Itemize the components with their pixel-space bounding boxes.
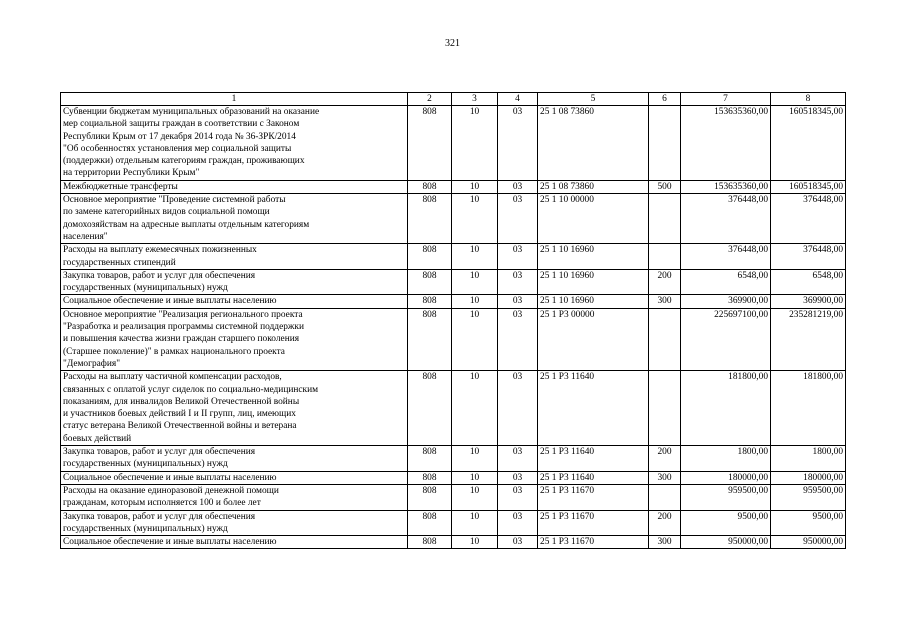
- column-header: 1: [61, 93, 408, 106]
- amount-year-1: 181800,00: [681, 371, 771, 446]
- code-expense-type: 300: [649, 536, 681, 549]
- amount-year-1: 153635360,00: [681, 180, 771, 193]
- table-row: [61, 510, 846, 536]
- code-subsection: 03: [498, 446, 538, 472]
- table-row: [61, 484, 846, 510]
- row-name: Основное мероприятие "Проведение системной работы по замене категорийных видов социальной помощи домохозяйствам на адресные выплаты отдельным категориям населения": [61, 194, 408, 244]
- code-expense-type: [649, 106, 681, 181]
- code-ministry: 808: [408, 446, 452, 472]
- row-name: Расходы на выплату частичной компенсации расходов, связанных с оплатой услуг сиделок по социально-медицинским показаниям, для инвалидов Великой Отечественной войны и участников боевых действий I и II групп, лиц, имеющих статус ветерана Великой Отечественной войны и ветерана боевых действий: [61, 371, 408, 446]
- code-expense-type: 500: [649, 180, 681, 193]
- code-ministry: 808: [408, 194, 452, 244]
- code-section: 10: [452, 180, 498, 193]
- code-subsection: 03: [498, 308, 538, 370]
- row-name: Закупка товаров, работ и услуг для обеспечения государственных (муниципальных) нужд: [61, 510, 408, 536]
- code-expense-type: [649, 244, 681, 270]
- code-expense-type: 200: [649, 269, 681, 295]
- code-expense-type: [649, 484, 681, 510]
- column-header: 6: [649, 93, 681, 106]
- amount-year-1: 950000,00: [681, 536, 771, 549]
- code-subsection: 03: [498, 371, 538, 446]
- code-target: 25 1 Р3 11640: [538, 371, 649, 446]
- table-row: [61, 446, 846, 472]
- amount-year-2: 959500,00: [771, 484, 846, 510]
- column-header: 2: [408, 93, 452, 106]
- page-number: 321: [445, 38, 460, 49]
- amount-year-2: 9500,00: [771, 510, 846, 536]
- code-target: 25 1 08 73860: [538, 106, 649, 181]
- code-target: 25 1 Р3 11670: [538, 484, 649, 510]
- amount-year-1: 369900,00: [681, 295, 771, 308]
- code-subsection: 03: [498, 510, 538, 536]
- amount-year-1: 1800,00: [681, 446, 771, 472]
- table-row: [61, 180, 846, 193]
- row-name: Расходы на выплату ежемесячных пожизненных государственных стипендий: [61, 244, 408, 270]
- code-target: 25 1 Р3 11640: [538, 446, 649, 472]
- code-subsection: 03: [498, 106, 538, 181]
- code-ministry: 808: [408, 180, 452, 193]
- code-section: 10: [452, 269, 498, 295]
- header-row: [61, 93, 846, 106]
- column-header: 7: [681, 93, 771, 106]
- code-section: 10: [452, 371, 498, 446]
- row-name: Субвенции бюджетам муниципальных образований на оказание мер социальной защиты граждан в соответствии с Законом Республики Крым от 17 декабря 2014 года № 36-ЗРК/2014 "Об особенностях установления мер социальной защиты (поддержки) отдельным категориям граждан, проживающих на территории Республики Крым": [61, 106, 408, 181]
- row-name: Основное мероприятие "Реализация регионального проекта "Разработка и реализация программы системной поддержки и повышения качества жизни граждан старшего поколения (Старшее поколение)" в рамках национального проекта "Демография": [61, 308, 408, 370]
- row-name: Закупка товаров, работ и услуг для обеспечения государственных (муниципальных) нужд: [61, 269, 408, 295]
- row-name: Социальное обеспечение и иные выплаты населению: [61, 471, 408, 484]
- column-header: 3: [452, 93, 498, 106]
- code-target: 25 1 Р3 11670: [538, 536, 649, 549]
- code-section: 10: [452, 194, 498, 244]
- column-header: 8: [771, 93, 846, 106]
- table-row: [61, 295, 846, 308]
- table-row: [61, 269, 846, 295]
- row-name: Социальное обеспечение и иные выплаты населению: [61, 536, 408, 549]
- code-subsection: 03: [498, 295, 538, 308]
- amount-year-2: 6548,00: [771, 269, 846, 295]
- code-ministry: 808: [408, 536, 452, 549]
- code-section: 10: [452, 295, 498, 308]
- code-ministry: 808: [408, 295, 452, 308]
- amount-year-1: 180000,00: [681, 471, 771, 484]
- amount-year-1: 376448,00: [681, 194, 771, 244]
- code-subsection: 03: [498, 269, 538, 295]
- amount-year-2: 160518345,00: [771, 106, 846, 181]
- code-subsection: 03: [498, 536, 538, 549]
- code-section: 10: [452, 308, 498, 370]
- code-target: 25 1 Р3 00000: [538, 308, 649, 370]
- code-expense-type: [649, 371, 681, 446]
- column-header: 5: [538, 93, 649, 106]
- amount-year-1: 153635360,00: [681, 106, 771, 181]
- code-expense-type: 300: [649, 471, 681, 484]
- code-target: 25 1 10 16960: [538, 244, 649, 270]
- column-header: 4: [498, 93, 538, 106]
- row-name: Межбюджетные трансферты: [61, 180, 408, 193]
- code-ministry: 808: [408, 244, 452, 270]
- table-row: [61, 308, 846, 370]
- code-ministry: 808: [408, 471, 452, 484]
- amount-year-2: 160518345,00: [771, 180, 846, 193]
- code-section: 10: [452, 244, 498, 270]
- row-name: Социальное обеспечение и иные выплаты населению: [61, 295, 408, 308]
- code-target: 25 1 10 16960: [538, 269, 649, 295]
- code-section: 10: [452, 484, 498, 510]
- code-expense-type: [649, 308, 681, 370]
- code-expense-type: 200: [649, 446, 681, 472]
- amount-year-1: 959500,00: [681, 484, 771, 510]
- code-expense-type: [649, 194, 681, 244]
- amount-year-1: 225697100,00: [681, 308, 771, 370]
- amount-year-2: 376448,00: [771, 244, 846, 270]
- code-expense-type: 300: [649, 295, 681, 308]
- code-ministry: 808: [408, 308, 452, 370]
- code-ministry: 808: [408, 106, 452, 181]
- code-section: 10: [452, 106, 498, 181]
- budget-table: [60, 92, 846, 549]
- code-ministry: 808: [408, 510, 452, 536]
- code-subsection: 03: [498, 180, 538, 193]
- amount-year-1: 376448,00: [681, 244, 771, 270]
- table-row: [61, 194, 846, 244]
- code-target: 25 1 Р3 11640: [538, 471, 649, 484]
- amount-year-2: 1800,00: [771, 446, 846, 472]
- table-row: [61, 106, 846, 181]
- amount-year-2: 369900,00: [771, 295, 846, 308]
- code-target: 25 1 Р3 11670: [538, 510, 649, 536]
- row-name: Расходы на оказание единоразовой денежной помощи гражданам, которым исполняется 100 и более лет: [61, 484, 408, 510]
- code-ministry: 808: [408, 269, 452, 295]
- table-row: [61, 536, 846, 549]
- table-row: [61, 471, 846, 484]
- code-target: 25 1 10 00000: [538, 194, 649, 244]
- row-name: Закупка товаров, работ и услуг для обеспечения государственных (муниципальных) нужд: [61, 446, 408, 472]
- code-subsection: 03: [498, 194, 538, 244]
- code-section: 10: [452, 536, 498, 549]
- code-section: 10: [452, 510, 498, 536]
- amount-year-2: 950000,00: [771, 536, 846, 549]
- code-target: 25 1 08 73860: [538, 180, 649, 193]
- code-section: 10: [452, 471, 498, 484]
- amount-year-2: 180000,00: [771, 471, 846, 484]
- amount-year-2: 181800,00: [771, 371, 846, 446]
- code-ministry: 808: [408, 484, 452, 510]
- code-target: 25 1 10 16960: [538, 295, 649, 308]
- code-subsection: 03: [498, 484, 538, 510]
- amount-year-2: 235281219,00: [771, 308, 846, 370]
- code-ministry: 808: [408, 371, 452, 446]
- amount-year-2: 376448,00: [771, 194, 846, 244]
- code-expense-type: 200: [649, 510, 681, 536]
- table-row: [61, 244, 846, 270]
- code-subsection: 03: [498, 244, 538, 270]
- amount-year-1: 6548,00: [681, 269, 771, 295]
- amount-year-1: 9500,00: [681, 510, 771, 536]
- table-row: [61, 371, 846, 446]
- code-section: 10: [452, 446, 498, 472]
- code-subsection: 03: [498, 471, 538, 484]
